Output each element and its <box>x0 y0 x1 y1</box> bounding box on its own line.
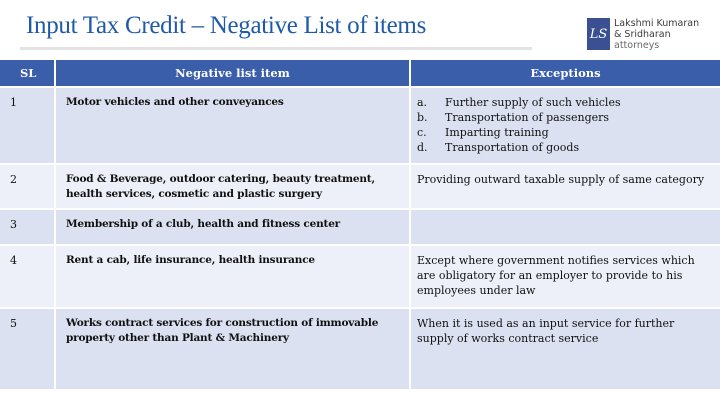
title-divider <box>20 47 532 50</box>
table-row <box>0 246 720 307</box>
negative-list-table <box>0 58 720 391</box>
table-row <box>0 88 720 163</box>
logo-text <box>614 18 699 51</box>
row-exceptions <box>409 210 720 244</box>
logo-mark-icon: LS <box>587 18 610 50</box>
row-sl: 4 <box>0 246 54 307</box>
slide-title: Input Tax Credit – Negative List of items <box>26 12 426 39</box>
row-sl: 2 <box>0 165 54 208</box>
row-exceptions <box>409 88 720 163</box>
row-item: Motor vehicles and other conveyances <box>54 88 409 163</box>
exception-list <box>417 95 714 155</box>
row-sl: 5 <box>0 309 54 389</box>
firm-logo <box>587 18 699 51</box>
table-row <box>0 210 720 244</box>
row-exceptions: Providing outward taxable supply of same category <box>409 165 720 208</box>
header-item: Negative list item <box>54 60 409 86</box>
row-item: Food & Beverage, outdoor catering, beauty treatment, health services, cosmetic and plastic surgery <box>54 165 409 208</box>
row-exceptions: Except where government notifies services which are obligatory for an employer to provide to his employees under law <box>409 246 720 307</box>
table-row <box>0 165 720 208</box>
row-sl: 1 <box>0 88 54 163</box>
list-item: a. Further supply of such vehicles <box>417 96 621 109</box>
row-sl: 3 <box>0 210 54 244</box>
row-item: Works contract services for construction of immovable property other than Plant & Machinery <box>54 309 409 389</box>
row-exceptions: When it is used as an input service for further supply of works contract service <box>409 309 720 389</box>
logo-line-3: attorneys <box>614 40 660 51</box>
table-row <box>0 309 720 389</box>
table-header-row <box>0 60 720 86</box>
header-exceptions: Exceptions <box>409 60 720 86</box>
row-item: Rent a cab, life insurance, health insurance <box>54 246 409 307</box>
row-item: Membership of a club, health and fitness center <box>54 210 409 244</box>
logo-line-2: & Sridharan <box>614 29 671 40</box>
list-item: d. Transportation of goods <box>417 141 580 154</box>
list-item: b. Transportation of passengers <box>417 111 610 124</box>
logo-line-1: Lakshmi Kumaran <box>614 18 700 29</box>
header-sl: SL <box>0 60 54 86</box>
list-item: c. Imparting training <box>417 126 549 139</box>
